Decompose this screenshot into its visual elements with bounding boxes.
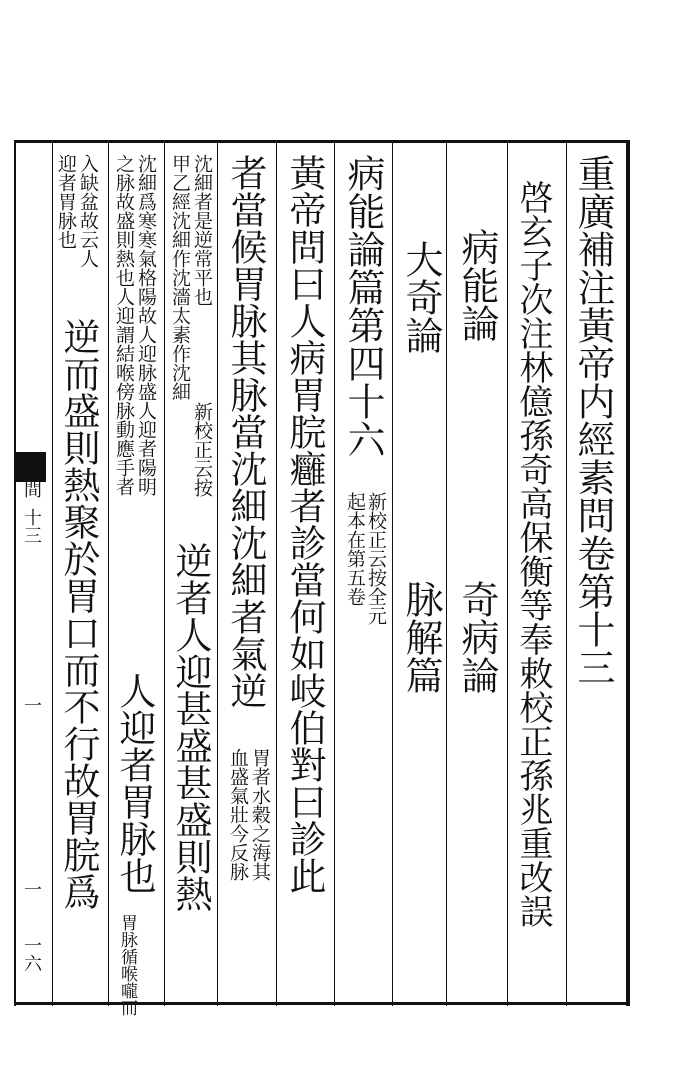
commentary-note: 沈細爲寒寒氣格陽故人迎脉盛人迎者陽明 (135, 154, 157, 496)
body-text-column: 逆者人迎甚盛甚盛則熱 (169, 542, 212, 912)
folio-mark: 間 (21, 480, 42, 498)
commentary-note: 沈細者是逆常平也 (191, 154, 213, 306)
commentary-note: 胃者水穀之海其 (249, 748, 271, 881)
body-text-column: 者當候胃脉其脉當沈細沈細者氣逆 (224, 154, 267, 709)
column-divider (52, 140, 53, 1006)
column-divider (217, 140, 218, 1006)
page-frame (14, 140, 630, 1016)
column-divider (507, 140, 508, 1006)
toc-item: 大奇論 (399, 240, 443, 354)
commentary-note: 血盛氣壯今反脉 (227, 748, 249, 881)
margin-tab (14, 452, 46, 482)
toc-item-sub: 脉解篇 (399, 580, 443, 694)
column-divider (446, 140, 447, 1006)
folio-mark: 一 (21, 696, 42, 714)
folio-mark: 一 (21, 880, 42, 898)
commentary-note: 新校正云按 (191, 402, 213, 497)
chapter-note: 起本在第五卷 (344, 492, 366, 606)
column-divider (334, 140, 335, 1006)
frame-top-rule (14, 140, 630, 143)
volume-title: 重廣補注黃帝内經素問卷第十三 (571, 154, 615, 686)
toc-item-sub: 奇病論 (455, 580, 499, 694)
folio-mark: 十三 (21, 508, 42, 544)
column-divider (566, 140, 567, 1006)
credit-line: 啓玄子次注林億孫奇高保衡等奉敕校正孫兆重改誤 (513, 180, 553, 928)
toc-item: 病能論 (455, 228, 499, 342)
column-divider (392, 140, 393, 1006)
folio-mark: 一六 (21, 936, 42, 972)
body-text-column: 逆而盛則熱聚於胃口而不行故胃脘爲 (57, 318, 100, 910)
frame-left-rule (14, 140, 16, 1006)
column-divider (164, 140, 165, 1006)
commentary-note: 迎者胃脉也 (55, 154, 77, 249)
frame-right-rule (626, 140, 630, 1006)
commentary-note: 甲乙經沈細作沈濇太素作沈細 (169, 154, 191, 401)
commentary-note: 胃脉循喉嚨而 (117, 914, 137, 1016)
chapter-note: 新校正云按全元 (365, 492, 387, 625)
body-text-column: 人迎者胃脉也 (113, 672, 156, 894)
body-text-column: 黃帝問曰人病胃脘癰者診當何如岐伯對曰診此 (283, 154, 326, 894)
commentary-note: 之脉故盛則熱也人迎謂結喉傍脉動應手者 (113, 154, 135, 496)
chapter-heading: 病能論篇第四十六 (341, 154, 385, 458)
frame-bottom-rule (14, 1002, 630, 1005)
commentary-note: 入缺盆故云人 (77, 154, 99, 268)
column-divider (108, 140, 109, 1006)
column-divider (276, 140, 277, 1006)
